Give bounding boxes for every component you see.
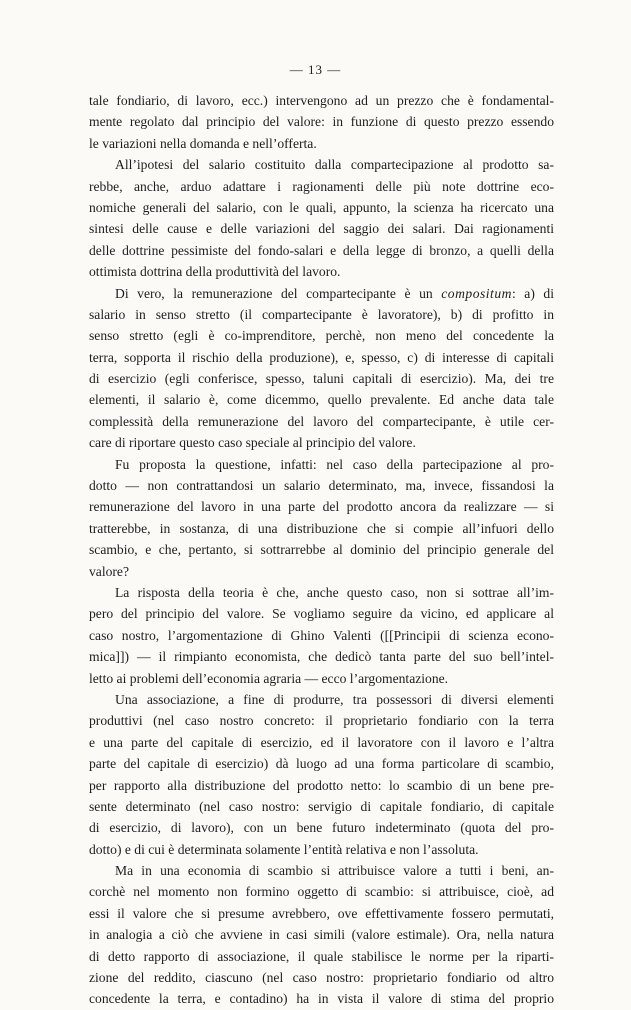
text-line: scambio, e che, pertanto, si sottrarrebbe al dominio del principio generale del xyxy=(89,542,554,558)
text-line: senso stretto (egli è co-imprenditore, perchè, non meno del concedente la xyxy=(89,328,554,344)
text-line: in analogia a ciò che avviene in casi simili (valore estimale). Ora, nella natura xyxy=(89,927,554,943)
text-line: mica]]) — il rimpianto economista, che dedicò tanta parte del suo bell’intel- xyxy=(89,649,554,665)
text-line: Di vero, la remunerazione del compartecipante è un compositum: a) di xyxy=(115,285,554,301)
text-line: salario in senso stretto (il compartecipante è lavoratore), b) di profitto in xyxy=(89,306,554,322)
text-line: pero del principio del valore. Se vogliamo seguire da vicino, ed applicare al xyxy=(89,606,554,622)
text-line: valore? xyxy=(89,563,129,579)
page-number: — 13 — xyxy=(289,62,342,77)
text-line: Ma in una economia di scambio si attribuisce valore a tutti i beni, an- xyxy=(115,863,554,879)
text-line: Fu proposta la questione, infatti: nel caso della partecipazione al pro- xyxy=(115,456,554,472)
text-line: di esercizio (egli conferisce, spesso, taluni capitali di esercizio). Ma, dei tre xyxy=(89,371,554,387)
text-line: di esercizio, di lavoro), con un bene futuro indeterminato (quota del pro- xyxy=(89,820,554,836)
text-line: dotto — non contrattandosi un salario determinato, ma, invece, fissandosi la xyxy=(89,478,554,494)
text-line: complessità della remunerazione del lavoro del compartecipante, è utile cer- xyxy=(89,413,554,429)
text-line: mente regolato dal principio del valore: in funzione di questo prezzo essendo xyxy=(89,114,554,130)
text-line: terra, sopporta il rischio della produzione), e, spesso, c) di interesse di capitali xyxy=(89,349,554,365)
text-line: di detto rapporto di associazione, il quale stabilisce le norme per la riparti- xyxy=(89,948,554,964)
text-line: corchè nel momento non formino oggetto di scambio: si attribuisce, cioè, ad xyxy=(89,884,554,900)
text-line: All’ipotesi del salario costituito dalla compartecipazione al prodotto sa- xyxy=(115,157,554,173)
text-line: parte del capitale di esercizio) dà luogo ad una forma particolare di scambio, xyxy=(89,756,554,772)
text-line: nomiche generali del salario, con le quali, appunto, la scienza ha ricercato una xyxy=(89,199,554,215)
text-line: sente determinato (nel caso nostro: servigio di capitale fondiario, di capitale xyxy=(89,798,554,814)
text-line: zione del reddito, ciascuno (nel caso nostro: proprietario fondiario od altro xyxy=(89,970,554,986)
text-line: le variazioni nella domanda e nell’offerta. xyxy=(89,135,317,151)
text-line: elementi, il salario è, come dicemmo, quello prevalente. Ed anche data tale xyxy=(89,392,554,408)
text-line: La risposta della teoria è che, anche questo caso, non si sottrae all’im- xyxy=(115,584,554,600)
text-line: per rapporto alla distribuzione del prodotto netto: lo scambio di un bene pre- xyxy=(89,777,554,793)
body-text xyxy=(89,90,554,1010)
text-line: ottimista dottrina della produttività del lavoro. xyxy=(89,264,341,280)
text-line: letto ai problemi dell’economia agraria — ecco l’argomentazione. xyxy=(89,670,449,686)
text-line: dotto) e di cui è determinata solamente l’entità relativa e non l’assoluta. xyxy=(89,841,479,857)
italic-text: compositum xyxy=(441,285,512,301)
text-line: sintesi delle cause e delle variazioni del saggio dei salari. Dai ragionamenti xyxy=(89,221,554,237)
text-line: concedente la terra, e contadino) ha in vista il valore di stima del proprio xyxy=(89,991,554,1007)
text-line: rebbe, anche, arduo adattare i ragionamenti delle più note dottrine eco- xyxy=(89,178,554,194)
text-line: tratterebbe, in sostanza, di una distribuzione che si compie all’infuori dello xyxy=(89,520,554,536)
text-line: tale fondiario, di lavoro, ecc.) intervengono ad un prezzo che è fondamental- xyxy=(89,93,554,108)
text-line: delle dottrine pessimiste del fondo-salari e della legge di bronzo, a quelli della xyxy=(89,242,554,258)
text-line: care di riportare questo caso speciale al principio del valore. xyxy=(89,435,416,451)
text-line: essi il valore che si presume avrebbero, ove effettivamente fossero permutati, xyxy=(89,905,554,921)
text-line: e una parte del capitale di esercizio, ed il lavoratore con il lavoro e l’altra xyxy=(89,734,554,750)
text-line: remunerazione del lavoro in una parte del prodotto ancora da realizzare — si xyxy=(89,499,554,515)
text-line: produttivi (nel caso nostro concreto: il proprietario fondiario con la terra xyxy=(89,713,554,729)
text-line: Una associazione, a fine di produrre, tra possessori di diversi elementi xyxy=(115,691,554,707)
text-line: caso nostro, l’argomentazione di Ghino Valenti ([[Principii di scienza econo- xyxy=(89,627,554,643)
